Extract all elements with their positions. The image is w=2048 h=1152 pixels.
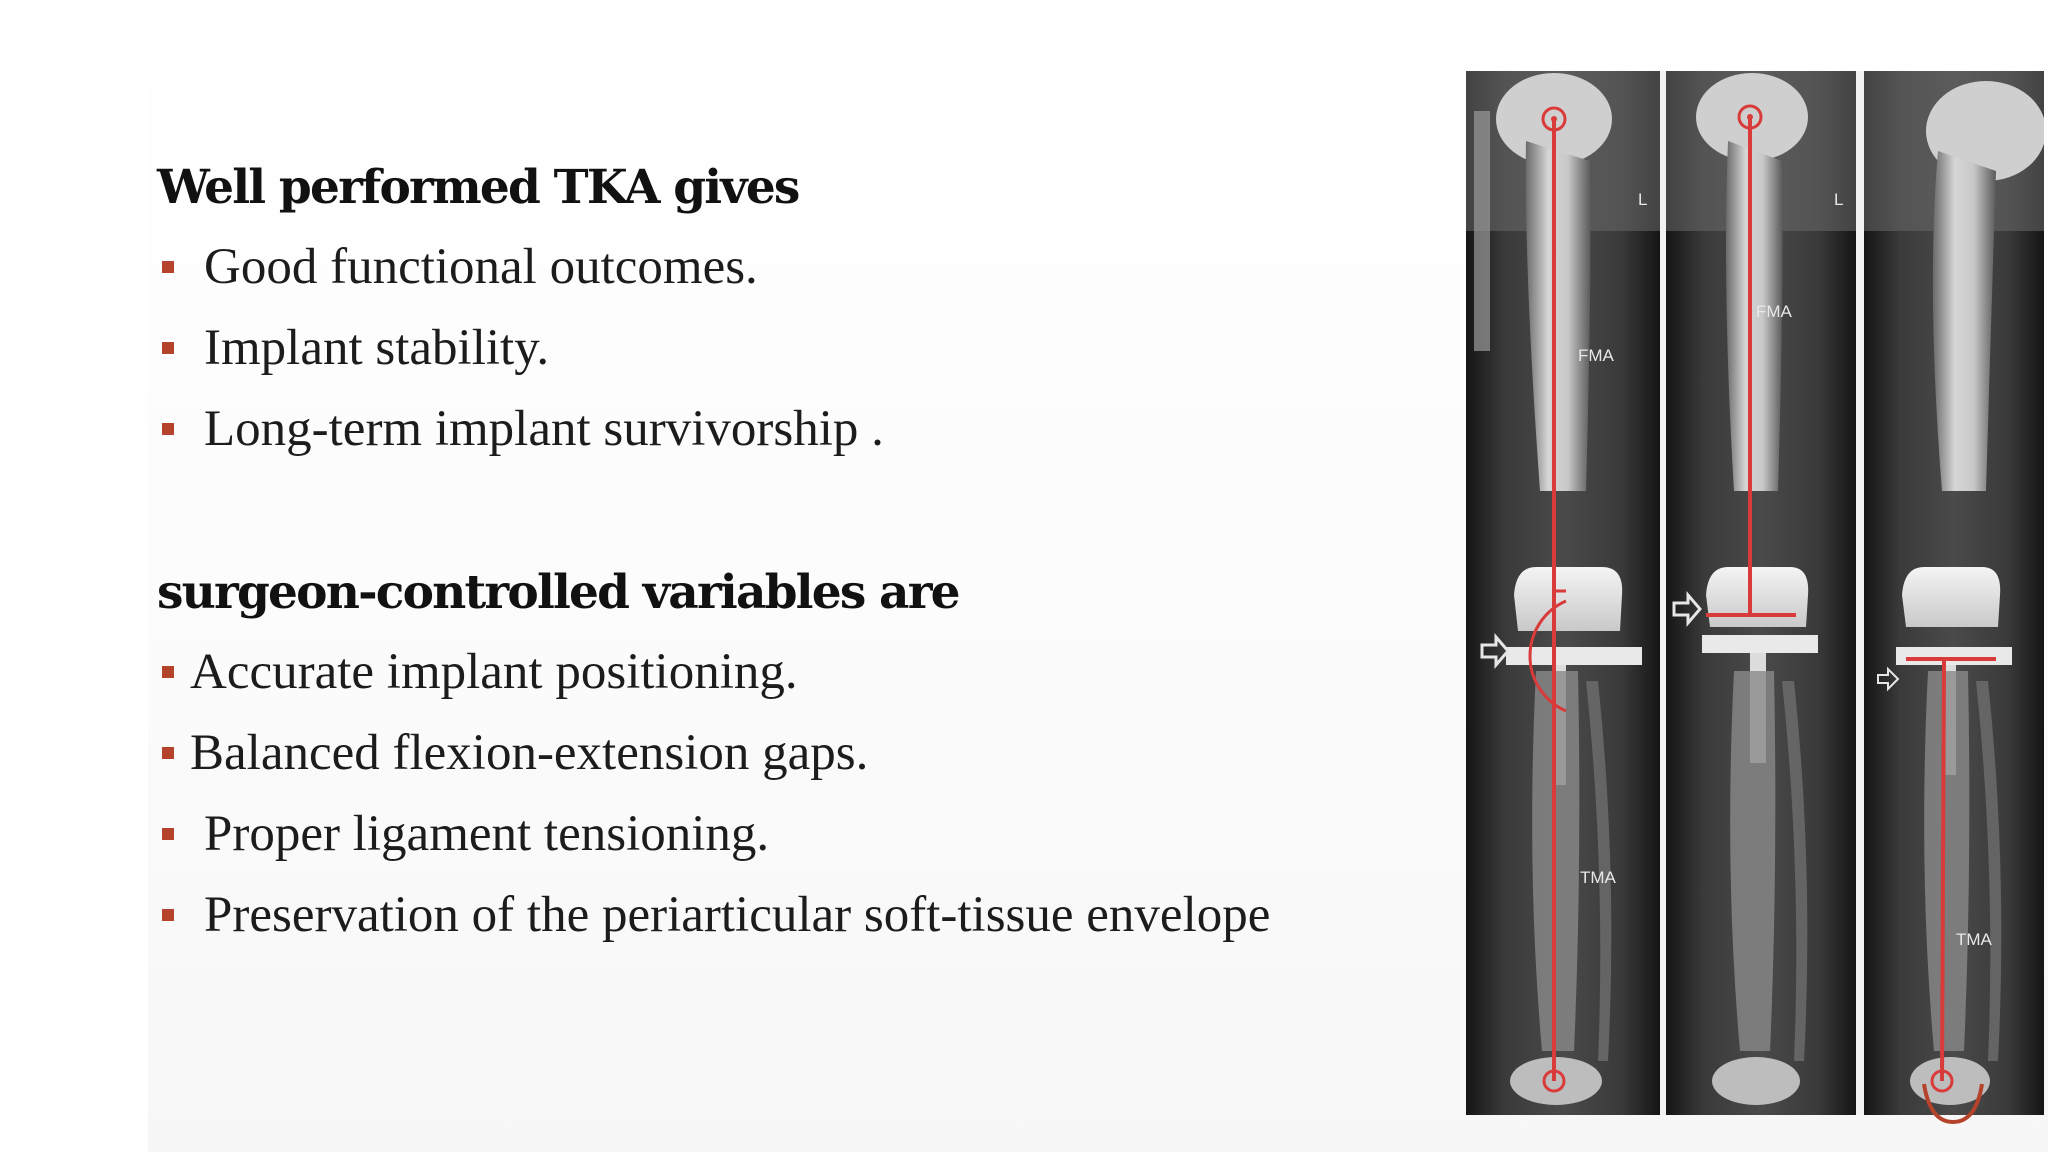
bullet-text: Accurate implant positioning.	[190, 644, 798, 700]
bullet-item	[157, 319, 549, 377]
bullet-text: Implant stability.	[204, 320, 550, 376]
bullet-item	[157, 643, 798, 701]
slide-logo-arc-icon	[1920, 1076, 1986, 1128]
section-heading-tka: Well performed TKA gives	[157, 160, 799, 215]
panel-divider	[1856, 71, 1864, 1115]
bullet-square-icon	[162, 909, 174, 921]
bullet-square-icon	[162, 747, 174, 759]
xray-panel-2	[1666, 71, 1856, 1115]
xray-panels	[1466, 71, 2044, 1115]
bullet-item	[157, 238, 758, 296]
bullet-item	[157, 886, 1270, 944]
bullet-square-icon	[162, 666, 174, 678]
bullet-square-icon	[162, 828, 174, 840]
fma-label: FMA	[1578, 346, 1614, 365]
bullet-item	[157, 805, 769, 863]
bullet-text: Good functional outcomes.	[204, 239, 758, 295]
bullet-item	[157, 724, 868, 782]
bullet-text: Long-term implant survivorship .	[204, 401, 884, 457]
side-marker-label: L	[1638, 190, 1648, 209]
bullet-square-icon	[162, 261, 174, 273]
tma-label: TMA	[1956, 930, 1992, 949]
bullet-square-icon	[162, 342, 174, 354]
knee-xray-figure	[1466, 71, 2044, 1115]
section-heading-variables: surgeon-controlled variables are	[157, 565, 959, 620]
side-marker-label: L	[1834, 190, 1844, 209]
bullet-text: Preservation of the periarticular soft-tissue envelope	[204, 887, 1271, 943]
bullet-square-icon	[162, 423, 174, 435]
tma-label: TMA	[1580, 868, 1616, 887]
xray-panel-1	[1466, 71, 1660, 1115]
fma-label: FMA	[1756, 302, 1792, 321]
bullet-text: Proper ligament tensioning.	[204, 806, 770, 862]
bullet-text: Balanced flexion-extension gaps.	[190, 725, 869, 781]
bullet-item	[157, 400, 884, 458]
panel-divider	[1660, 71, 1666, 1115]
xray-panel-3	[1864, 71, 2044, 1115]
